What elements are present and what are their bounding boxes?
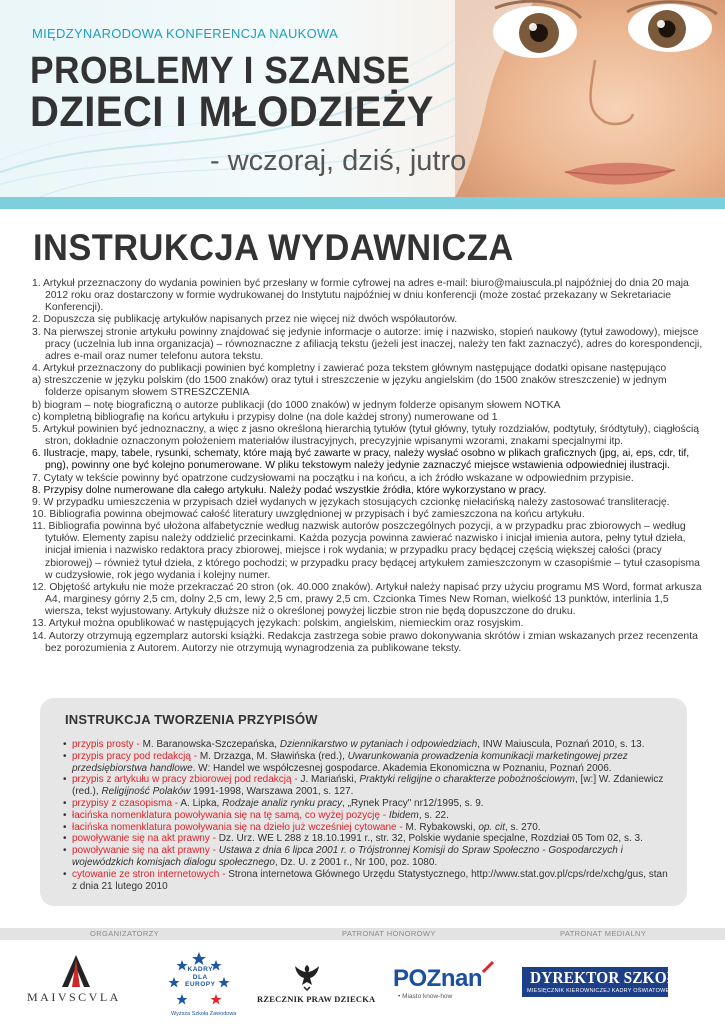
conference-title-line-2: DZIECI I MŁODZIEŻY (30, 88, 434, 136)
rule-item: 6. Ilustracje, mapy, tabele, rysunki, schematy, które mają być zawarte w pracy, należy wysłać osobno w plikach graficznych (jpg, ai, eps, cdr, tif, png), powinny one być kolejno ponumerowane. W pliku tekstowym należy jedynie zaznaczyć miejsce wstawienia odpowiedniej ilustracji. (32, 448, 690, 472)
publishing-rules-list (32, 278, 704, 655)
rule-item: 14. Autorzy otrzymują egzemplarz autorski książki. Redakcja zastrzega sobie prawo dokonywania skrótów i zmian wskazanych przez recenzenta bez porozumienia z Autorem. Autorzy nie otrzymują wynagrodzenia za publikowane teksty. (32, 630, 698, 654)
rule-item: 9. W przypadku umieszczenia w przypisach dzieł wydanych w językach stosujących czcionkę niełacińską należy zastosować transliterację. (32, 496, 670, 508)
footnote-label: przypisy z czasopisma (72, 797, 173, 809)
footnote-label: przypis prosty (72, 739, 134, 750)
kadry-dla-europy-caption: Wyższa Szkoła Zawodowa (171, 1011, 237, 1017)
rule-item: 12. Objętość artykułu nie może przekraczać 20 stron (ok. 40.000 znaków). Artykuł należy napisać przy użyciu programu MS Word, format arkusza A4, marginesy górny 2,5 cm, dolny 2,5 cm, lewy 2,5 cm, prawy 2,5 cm. Czcionka Times New Roman, wielkość 13 punktów, interlinia 1,5 wiersza, tekst wyjustowany. Artykuły dłuższe niż o określonej powyżej liczbie stron nie będą dopuszczone do druku. (32, 581, 702, 618)
rule-item: 5. Artykuł powinien być jednoznaczny, a więc z jasno określoną hierarchią tytułów (tytuł główny, tytuły rozdziałów, podtytuły, śródtytuły), ciągłością stron, dokładnie oznaczonym położeniem materiałów ilustracyjnych, precyzyjnie wpisanymi wzorami, znakami specjalnymi itp. (32, 423, 700, 448)
rule-item: 1. Artykuł przeznaczony do wydania powinien być przesłany w formie cyfrowej na adres e-mail: biuro@maiuscula.pl najpóźniej do dnia 20 maja 2012 roku oraz dostarczony w formie wydrukowanej do Instytutu najpóźniej w dniu konferencji (może zostać przekazany w Sekretariacie Konferencji). (32, 278, 689, 314)
sponsors-label-bar (0, 928, 725, 940)
footnote-label: łacińska nomenklatura powoływania się na dzieło już wcześniej cytowane (72, 821, 397, 833)
rule-item: 4. Artykuł przeznaczony do publikacji powinien być kompletny i zawierać poza tekstem głównym następujące dodatki opisane następująco (32, 363, 667, 375)
polish-eagle-emblem-icon (294, 963, 320, 991)
footnote-label: łacińska nomenklatura powoływania się na tę samą, co wyżej pozycję (72, 809, 380, 821)
poznan-wordmark: POZnan (393, 965, 483, 992)
kadry-dla-europy-wordmark: KADRY DLA EUROPY (185, 966, 216, 988)
footnote-example: • przypis z artykułu w pracy zbiorowej pod redakcją - J. Mariański, Praktyki religijne o charakterze pobożnościowym, [w:] W. Zdaniewicz (red.), Religijność Polaków 1991-1998, Warszawa 2001, s. 127. (63, 774, 675, 798)
footnote-example: • łacińska nomenklatura powoływania się na tę samą, co wyżej pozycję - Ibidem, s. 22. (63, 810, 675, 822)
dyrektor-szkoly-wordmark: DYREKTOR SZKOŁY (530, 968, 689, 987)
conference-kicker: MIĘDZYNARODOWA KONFERENCJA NAUKOWA (32, 26, 339, 41)
footnote-examples-list (63, 739, 675, 892)
footnote-label: powoływanie się na akt prawny (72, 833, 210, 845)
poznan-accent-icon (481, 960, 497, 974)
footnote-instructions-box (40, 698, 687, 906)
honorary-patronage-label: PATRONAT HONOROWY (342, 929, 436, 938)
rule-item: 11. Bibliografia powinna być ułożona alfabetycznie według nazwisk autorów poszczególnych pozycji, a w przypadku prac zbiorowych – według tytułów. Elementy zapisu należy oddzielić przecinkami. Każda pozycja powinna zawierać nazwisko i inicjał imienia autora, pełny tytuł dzieła, inicjał imienia i nazwisko redaktora pracy zbiorowej, miejsce i rok wydania; w przypadku pracy będącej częścią większej całości (pracy zbiorowej) – również tytuł dzieła, z którego pochodzi; w przypadku pracy będącej artykułem zamieszczonym w czasopiśmie – tytuł czasopisma w cudzysłowie, rok jego wydania i kolejny numer. (32, 521, 700, 581)
footnote-example: • przypisy z czasopisma - A. Lipka, Rodzaje analiz rynku pracy, „Rynek Pracy" nr12/1995, s. 9. (63, 798, 675, 810)
footnote-example: • powoływanie się na akt prawny - Ustawa z dnia 6 lipca 2001 r. o Trójstronnej Komisji do Spraw Społeczno - Gospodarczych i wojewódzkich komisjach dialogu społecznego, Dz. U. z 2001 r., Nr 100, poz. 1080. (63, 845, 675, 869)
footnote-section-title: INSTRUKCJA TWORZENIA PRZYPISÓW (65, 712, 318, 727)
rule-item: b) biogram – notę biograficzną o autorze publikacji (do 1000 znaków) w jednym folderze opisanym słowem NOTKA (32, 399, 561, 411)
child-face-photo (455, 0, 725, 197)
rule-item: a) streszczenie w języku polskim (do 1500 znaków) oraz tytuł i streszczenie w języku angielskim (do 1500 znaków streszczenie) w jednym folderze opisanym słowem STRESZCZENIA (32, 375, 667, 399)
organizers-label: ORGANIZATORZY (90, 929, 160, 938)
maiuscula-logo-icon (62, 955, 90, 987)
footnote-label: cytowanie ze stron internetowych (72, 868, 220, 880)
page-title: INSTRUKCJA WYDAWNICZA (33, 227, 514, 268)
conference-header (0, 0, 725, 197)
rule-item: 8. Przypisy dolne numerowane dla całego artykułu. Należy podać wszystkie źródła, które wykorzystano w pracy. (32, 484, 547, 496)
rule-item: 2. Dopuszcza się publikację artykułów napisanych przez nie więcej niż dwóch współautorów. (32, 314, 458, 326)
header-divider-stripe (0, 197, 725, 209)
rzecznik-praw-dziecka-wordmark: RZECZNIK PRAW DZIECKA (257, 994, 376, 1004)
rule-item: 3. Na pierwszej stronie artykułu powinny znajdować się jedynie informacje o autorze: imię i nazwisko, stopień naukowy (tytuł zawodowy), miejsce pracy (uczelnia lub inna organizacja) – równoznaczne z afiliacją tekstu (jeżeli jest inaczej, należy ten fakt zaznaczyć), adres do korespondencji, adres e-mail oraz numer telefonu autora tekstu. (32, 326, 703, 362)
rule-item: c) kompletną bibliografię na końcu artykułu i przypisy dolne (na dole każdej strony) numerowane od 1 (32, 411, 498, 423)
footnote-example: • powoływanie się na akt prawny - Dz. Urz. WE L 288 z 18.10.1991 r., str. 32, Polskie wydanie specjalne, Rozdział 05 Tom 02, s. 3. (63, 833, 675, 845)
media-patronage-label: PATRONAT MEDIALNY (560, 929, 647, 938)
dyrektor-szkoly-caption: MIESIĘCZNIK KIEROWNICZEJ KADRY OŚWIATOWEJ (527, 988, 673, 994)
footnote-example: • przypis pracy pod redakcją - M. Drzazga, M. Sławińska (red.), Uwarunkowania prowadzenia komunikacji marketingowej przez przedsiębiorstwa handlowe. W: Handel we współczesnej gospodarce. Akademia Ekonomiczna w Poznaniu, Poznań 2006. (63, 751, 675, 775)
conference-subtitle: - wczoraj, dziś, jutro (210, 145, 467, 177)
footnote-label: przypis z artykułu w pracy zbiorowej pod redakcją (72, 774, 292, 786)
rule-item: 13. Artykuł można opublikować w następujących językach: polskim, angielskim, niemieckim oraz rosyjskim. (32, 618, 524, 630)
conference-title-line-1: PROBLEMY I SZANSE (30, 50, 411, 92)
footnote-label: powoływanie się na akt prawny (72, 845, 210, 857)
rule-item: 10. Bibliografia powinna obejmować całość literatury uwzględnionej w przypisach i być zamieszczona na końcu artykułu. (32, 508, 585, 520)
poznan-slogan: • Miasto know-how (398, 993, 453, 1000)
footnote-label: przypis pracy pod redakcją (72, 750, 191, 762)
footnote-example: • przypis prosty - M. Baranowska-Szczepańska, Dziennikarstwo w pytaniach i odpowiedziach, INW Maiuscula, Poznań 2010, s. 13. (63, 739, 675, 751)
footnote-example: • cytowanie ze stron internetowych - Strona internetowa Głównego Urzędu Statystycznego, http://www.stat.gov.pl/cps/rde/xchg/gus, stan z dnia 21 lutego 2010 (63, 869, 675, 893)
footnote-example: • łacińska nomenklatura powoływania się na dzieło już wcześniej cytowane - M. Rybakowski, op. cit, s. 270. (63, 822, 675, 834)
maiuscula-wordmark: MAIVSCVLA (27, 990, 121, 1004)
rule-item: 7. Cytaty w tekście powinny być opatrzone cudzysłowami na początku i na końcu, a ich źródło wskazane w odpowiednim przypisie. (32, 472, 634, 484)
